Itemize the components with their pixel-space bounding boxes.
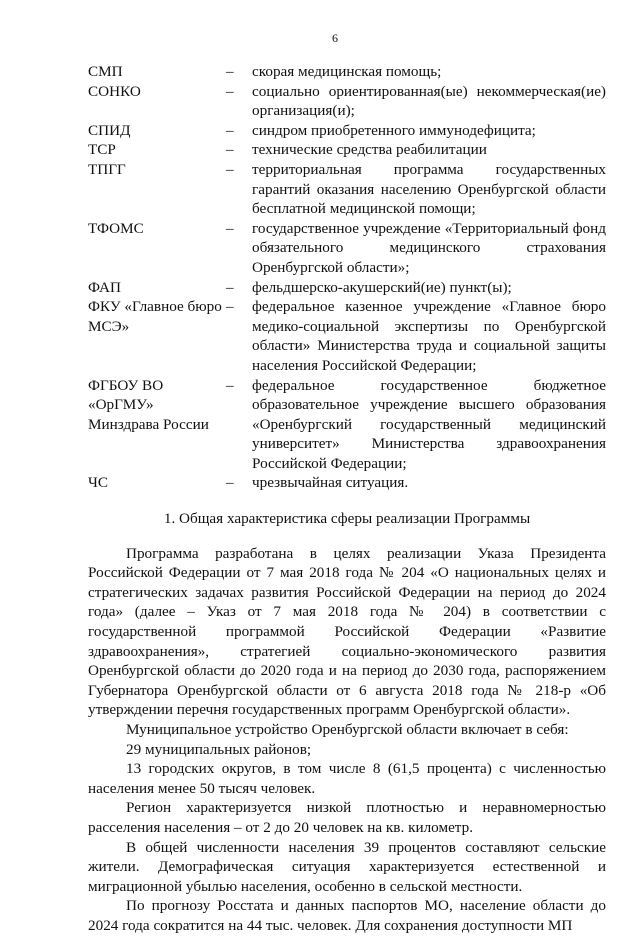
- abbreviation-dash: –: [226, 376, 234, 394]
- abbreviation-definition: государственное учреждение «Территориальный фонд обязательного медицинского страхования Оренбургской области»;: [252, 219, 606, 276]
- abbreviation-row: [88, 62, 606, 82]
- abbreviation-dash: –: [226, 160, 234, 178]
- abbreviation-row: [88, 121, 606, 141]
- abbreviation-term: ЧС: [88, 474, 109, 492]
- body-paragraph: Программа разработана в целях реализации Указа Президента Российской Федерации от 7 мая 2018 года № 204 «О национальных целях и стратегических задачах развития Российской Федерации на период до 2024 года» (далее – Указ от 7 мая 2018 года № 204) в соответствии с государственной программой Российской Федерации «Развитие здравоохранения», стратегией социально-экономического развития Оренбургской области до 2020 года и на период до 2030 года, распоряжением Губернатора Оренбургской области от 6 августа 2018 года № 218-р «Об утверждении перечня государственных программ Оренбургской области».: [88, 544, 606, 719]
- abbreviation-term: ТПГГ: [88, 160, 126, 178]
- abbreviation-term: СПИД: [88, 121, 131, 139]
- abbreviation-row: [88, 82, 606, 121]
- abbreviation-term: ФАП: [88, 278, 121, 296]
- abbreviation-term: ТФОМС: [88, 219, 144, 237]
- abbreviation-dash: –: [226, 63, 234, 80]
- body-paragraph: Регион характеризуется низкой плотностью и неравномерностью расселения населения – от 2 до 20 человек на кв. километр.: [88, 799, 606, 836]
- abbreviation-row: [88, 278, 606, 298]
- abbreviation-dash: –: [226, 121, 234, 139]
- abbreviation-dash: –: [226, 298, 234, 316]
- abbreviation-definition: синдром приобретенного иммунодефицита;: [252, 121, 536, 139]
- abbreviation-dash: –: [226, 278, 234, 296]
- abbreviation-row: [88, 297, 606, 375]
- abbreviation-dash: –: [226, 141, 234, 159]
- body-paragraph: В общей численности населения 39 процентов составляют сельские жители. Демографическая ситуация характеризуется естественной и миграционной убылью населения, особенно в сельской местности.: [88, 838, 606, 895]
- abbreviation-row: [88, 160, 606, 219]
- abbreviation-definition: фельдшерско-акушерский(ие) пункт(ы);: [252, 278, 512, 296]
- abbreviation-dash: –: [226, 82, 234, 100]
- abbreviation-definition: технические средства реабилитации: [252, 141, 487, 159]
- abbreviation-definition: территориальная программа государственных гарантий оказания населению Оренбургской области бесплатной медицинской помощи;: [252, 160, 606, 218]
- abbreviation-dash: –: [226, 219, 234, 237]
- abbreviation-row: [88, 473, 606, 493]
- body-paragraph: 13 городских округов, в том числе 8 (61,5 процента) с численностью населения менее 50 тысяч человек.: [88, 760, 606, 797]
- abbreviation-list: [88, 62, 606, 493]
- abbreviation-term: ТСР: [88, 141, 116, 159]
- abbreviation-definition: федеральное казенное учреждение «Главное бюро медико-социальной экспертизы по Оренбургской области» Министерства труда и социальной защиты населения Российской Федерации;: [252, 298, 606, 374]
- body-paragraph: Муниципальное устройство Оренбургской области включает в себя:: [126, 721, 569, 738]
- abbreviation-term: ФКУ «Главное бюро МСЭ»: [88, 298, 222, 335]
- abbreviation-term: ФГБОУ ВО «ОрГМУ» Минздрава России: [88, 376, 209, 433]
- abbreviation-row: [88, 376, 606, 474]
- abbreviation-definition: чрезвычайная ситуация.: [252, 474, 409, 492]
- body-paragraph: 29 муниципальных районов;: [126, 740, 312, 758]
- abbreviation-definition: скорая медицинская помощь;: [252, 63, 442, 80]
- abbreviation-term: СМП: [88, 63, 123, 80]
- body-paragraph: По прогнозу Росстата и данных паспортов МО, население области до 2024 года сократится на 44 тыс. человек. Для сохранения доступности МП: [88, 897, 606, 934]
- section-heading: 1. Общая характеристика сферы реализации Программы: [163, 510, 531, 528]
- abbreviation-row: [88, 140, 606, 160]
- abbreviation-term: СОНКО: [88, 82, 141, 100]
- abbreviation-row: [88, 219, 606, 278]
- abbreviation-dash: –: [226, 474, 234, 492]
- abbreviation-definition: социально ориентированная(ые) некоммерческая(ие) организация(и);: [252, 82, 606, 120]
- abbreviation-definition: федеральное государственное бюджетное образовательное учреждение высшего образования «Оренбургский государственный медицинский университет» Министерства здравоохранения Российской Федерации;: [252, 376, 606, 472]
- page-number: 6: [332, 31, 338, 45]
